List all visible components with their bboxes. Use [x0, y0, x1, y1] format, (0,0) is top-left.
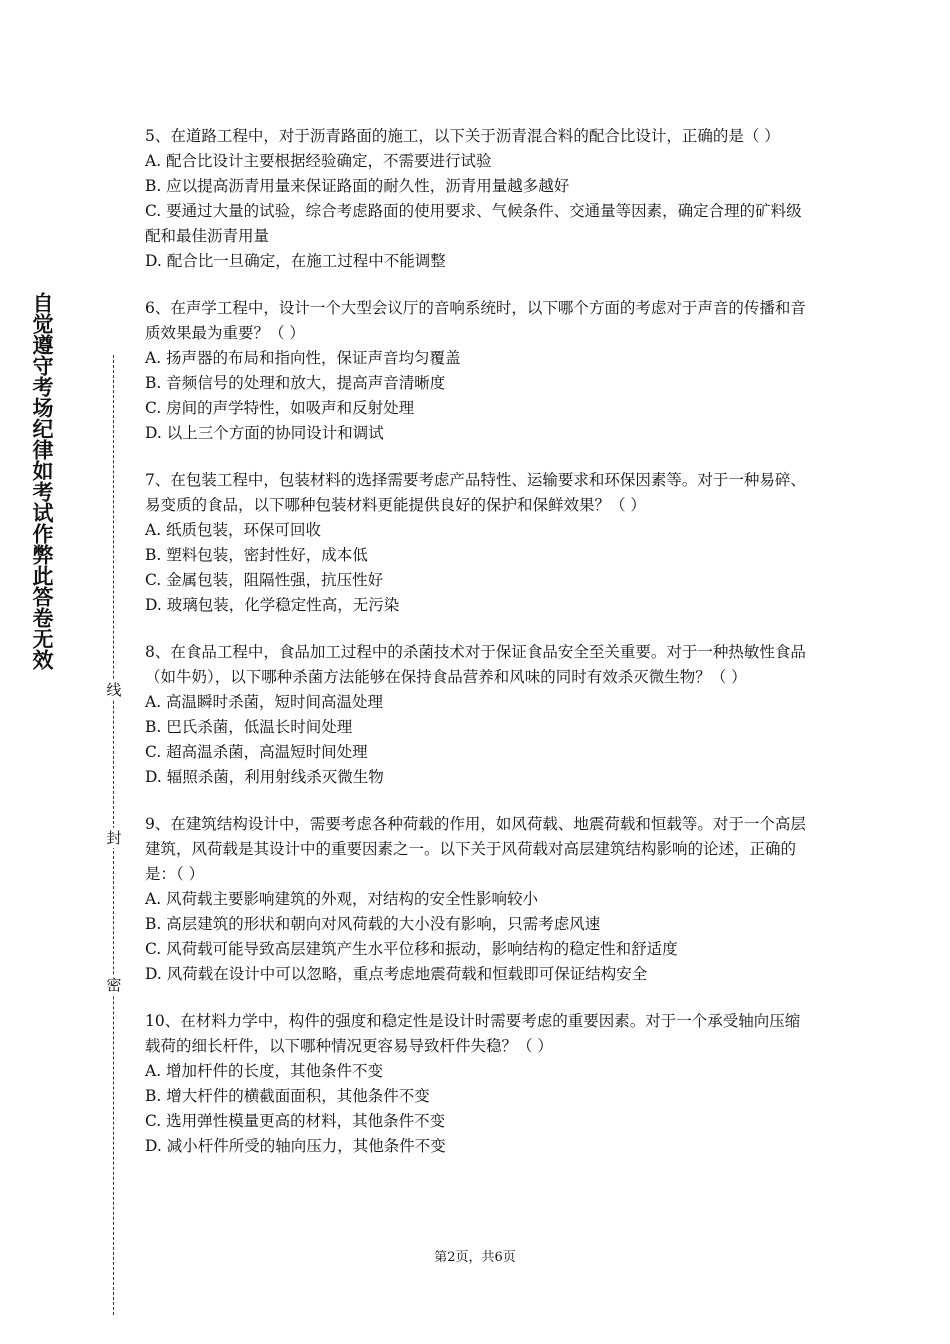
option-b: B. 高层建筑的形状和朝向对风荷载的大小没有影响，只需考虑风速 [145, 915, 601, 933]
question-stem: 9、在建筑结构设计中，需要考虑各种荷载的作用，如风荷载、地震荷载和恒载等。对于一个高层建筑，风荷载是其设计中的重要因素之一。以下关于风荷载对高层建筑结构影响的论述，正确的是：（ ） [145, 815, 806, 883]
question-6 [145, 296, 810, 446]
option-c: C. 超高温杀菌，高温短时间处理 [145, 743, 368, 761]
question-5 [145, 124, 810, 274]
option-a: A. 高温瞬时杀菌，短时间高温处理 [145, 693, 384, 711]
option-c: C. 风荷载可能导致高层建筑产生水平位移和振动，影响结构的稳定性和舒适度 [145, 940, 678, 958]
question-stem: 6、在声学工程中，设计一个大型会议厅的音响系统时，以下哪个方面的考虑对于声音的传播和音质效果最为重要？（ ） [145, 299, 806, 342]
option-a: A. 扬声器的布局和指向性，保证声音均匀覆盖 [145, 349, 461, 367]
question-list [145, 124, 810, 1181]
question-8 [145, 640, 810, 790]
seal-label-seal: 封 [104, 828, 124, 848]
seal-label-line: 线 [104, 680, 124, 700]
option-a: A. 增加杆件的长度，其他条件不变 [145, 1062, 384, 1080]
exam-discipline-notice: 自觉遵守考场纪律如考试作弊此答卷无效 [30, 292, 54, 670]
option-d: D. 风荷载在设计中可以忽略，重点考虑地震荷载和恒载即可保证结构安全 [145, 965, 648, 983]
option-d: D. 减小杆件所受的轴向压力，其他条件不变 [145, 1137, 446, 1155]
option-a: A. 纸质包装，环保可回收 [145, 521, 322, 539]
option-c: C. 金属包装，阻隔性强，抗压性好 [145, 571, 384, 589]
option-c: C. 要通过大量的试验，综合考虑路面的使用要求、气候条件、交通量等因素，确定合理的矿料级配和最佳沥青用量 [145, 202, 802, 245]
question-stem: 8、在食品工程中，食品加工过程中的杀菌技术对于保证食品安全至关重要。对于一种热敏性食品（如牛奶），以下哪种杀菌方法能够在保持食品营养和风味的同时有效杀灭微生物？（ ） [145, 643, 806, 686]
option-b: B. 巴氏杀菌，低温长时间处理 [145, 718, 353, 736]
option-d: D. 玻璃包装，化学稳定性高，无污染 [145, 596, 400, 614]
question-stem: 7、在包装工程中，包装材料的选择需要考虑产品特性、运输要求和环保因素等。对于一种易碎、易变质的食品，以下哪种包装材料更能提供良好的保护和保鲜效果？（ ） [145, 471, 806, 514]
question-stem: 5、在道路工程中，对于沥青路面的施工，以下关于沥青混合料的配合比设计，正确的是（ ） [145, 127, 780, 145]
option-b: B. 音频信号的处理和放大，提高声音清晰度 [145, 374, 446, 392]
option-b: B. 应以提高沥青用量来保证路面的耐久性，沥青用量越多越好 [145, 177, 570, 195]
option-d: D. 配合比一旦确定，在施工过程中不能调整 [145, 252, 446, 270]
option-c: C. 房间的声学特性，如吸声和反射处理 [145, 399, 415, 417]
question-10 [145, 1009, 810, 1159]
option-a: A. 风荷载主要影响建筑的外观，对结构的安全性影响较小 [145, 890, 539, 908]
option-b: B. 增大杆件的横截面面积，其他条件不变 [145, 1087, 430, 1105]
page-number: 第2页，共6页 [434, 1250, 516, 1265]
question-9 [145, 812, 810, 987]
option-a: A. 配合比设计主要根据经验确定，不需要进行试验 [145, 152, 492, 170]
question-stem: 10、在材料力学中，构件的强度和稳定性是设计时需要考虑的重要因素。对于一个承受轴向压缩载荷的细长杆件，以下哪种情况更容易导致杆件失稳？（ ） [145, 1012, 801, 1055]
seal-label-close: 密 [104, 975, 124, 995]
option-d: D. 以上三个方面的协同设计和调试 [145, 424, 384, 442]
option-b: B. 塑料包装，密封性好，成本低 [145, 546, 368, 564]
option-c: C. 选用弹性模量更高的材料，其他条件不变 [145, 1112, 446, 1130]
question-7 [145, 468, 810, 618]
option-d: D. 辐照杀菌，利用射线杀灭微生物 [145, 768, 384, 786]
